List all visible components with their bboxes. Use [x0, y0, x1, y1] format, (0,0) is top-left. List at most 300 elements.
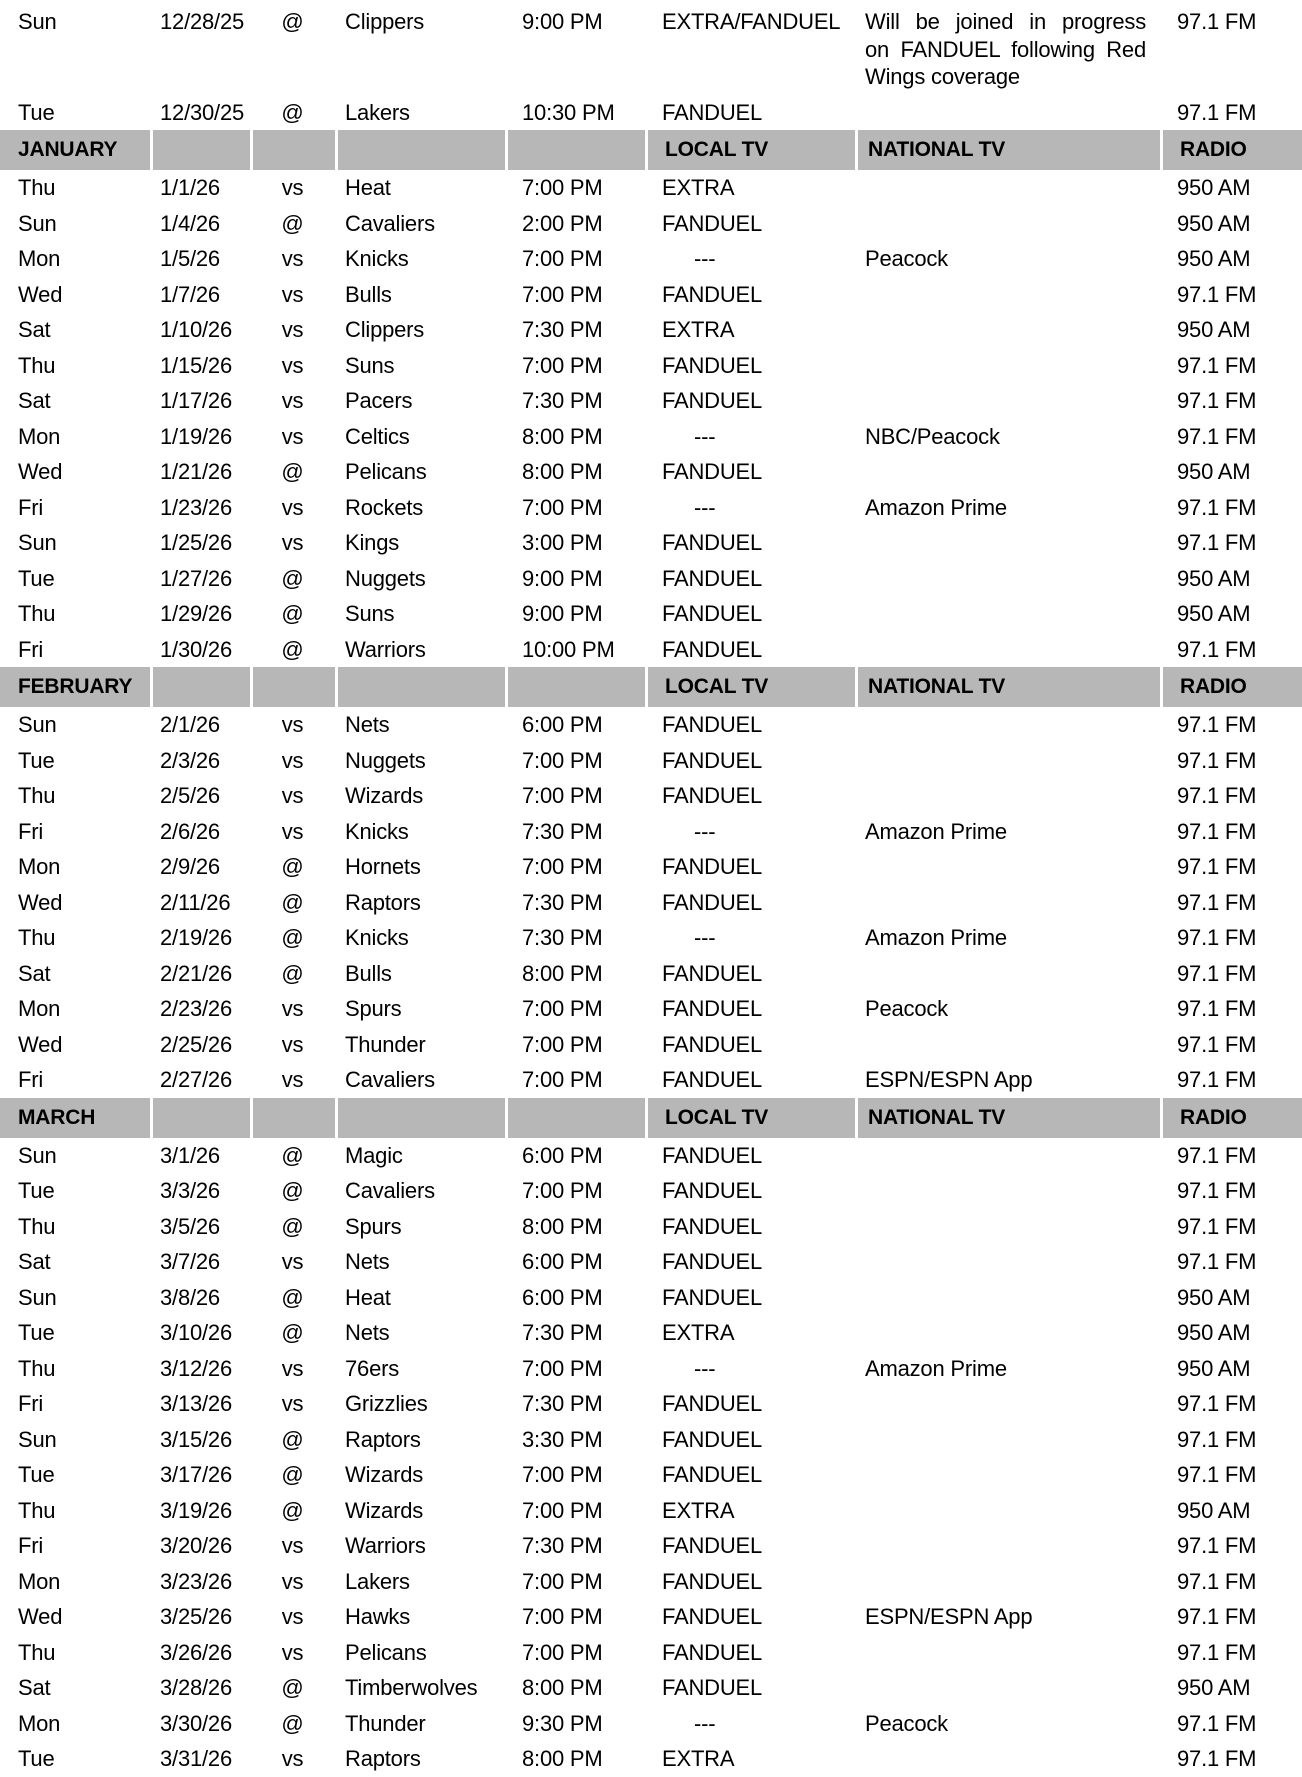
local-tv-value: FANDUEL — [662, 565, 763, 591]
game-row — [0, 419, 1302, 455]
home-away-indicator: @ — [281, 99, 304, 125]
radio-value: 97.1 FM — [1177, 352, 1257, 378]
game-date: 1/17/26 — [160, 388, 233, 413]
radio-value: 97.1 FM — [1177, 1213, 1257, 1239]
band-spacer-opponent — [335, 1098, 505, 1138]
game-row — [0, 348, 1302, 384]
local-tv-value: FANDUEL — [662, 783, 763, 808]
radio-value: 950 AM — [1177, 210, 1251, 236]
home-away-indicator: vs — [281, 1249, 304, 1274]
game-row — [0, 3, 1302, 95]
local-tv-value: FANDUEL — [662, 281, 763, 307]
game-day: Sat — [18, 960, 51, 986]
opponent-name: Spurs — [345, 996, 402, 1021]
game-day: Sat — [18, 1249, 51, 1274]
game-date: 3/8/26 — [160, 1284, 220, 1310]
game-day: Thu — [18, 175, 56, 200]
game-time: 8:00 PM — [522, 1675, 603, 1700]
local-tv-value: FANDUEL — [662, 1031, 763, 1057]
game-day: Tue — [18, 1746, 55, 1771]
local-tv-value: FANDUEL — [662, 388, 763, 413]
game-date: 3/3/26 — [160, 1178, 220, 1203]
opponent-name: Knicks — [345, 818, 409, 844]
home-away-indicator: vs — [281, 1391, 304, 1416]
radio-header: RADIO — [1160, 130, 1302, 170]
home-away-indicator: vs — [281, 423, 304, 449]
home-away-indicator: @ — [281, 1178, 304, 1203]
band-spacer-homeaway — [250, 130, 335, 170]
game-date: 2/5/26 — [160, 783, 220, 808]
home-away-indicator: vs — [281, 388, 304, 413]
local-tv-value: FANDUEL — [662, 1462, 763, 1487]
game-time: 7:00 PM — [522, 1639, 603, 1665]
local-tv-value: FANDUEL — [662, 1391, 763, 1416]
game-time: 3:00 PM — [522, 530, 603, 555]
game-row — [0, 885, 1302, 921]
opponent-name: Heat — [345, 175, 391, 200]
local-tv-value: FANDUEL — [662, 1604, 763, 1629]
local-tv-value: FANDUEL — [662, 99, 763, 125]
home-away-indicator: vs — [281, 712, 304, 737]
home-away-indicator: @ — [281, 1320, 304, 1345]
game-row — [0, 743, 1302, 779]
game-day: Mon — [18, 1568, 61, 1594]
opponent-name: Pacers — [345, 388, 413, 413]
month-band — [0, 1098, 1302, 1138]
radio-value: 97.1 FM — [1177, 1639, 1257, 1665]
opponent-name: Clippers — [345, 9, 425, 34]
home-away-indicator: vs — [281, 1355, 304, 1381]
note-line: Will be joined in progress — [865, 9, 1146, 34]
home-away-indicator: @ — [281, 1462, 304, 1487]
game-date: 1/30/26 — [160, 636, 233, 662]
radio-value: 950 AM — [1177, 459, 1251, 484]
radio-value: 950 AM — [1177, 1320, 1251, 1345]
game-time: 7:00 PM — [522, 1031, 603, 1057]
opponent-name: Grizzlies — [345, 1391, 428, 1416]
radio-value: 97.1 FM — [1177, 1178, 1257, 1203]
local-tv-value: FANDUEL — [662, 889, 763, 915]
radio-value: 97.1 FM — [1177, 636, 1257, 662]
game-day: Tue — [18, 1320, 55, 1345]
local-tv-value: EXTRA — [662, 1746, 735, 1771]
game-day: Tue — [18, 99, 55, 125]
game-time: 7:00 PM — [522, 854, 603, 879]
home-away-indicator: vs — [281, 175, 304, 200]
opponent-name: Nuggets — [345, 565, 426, 591]
local-tv-header: LOCAL TV — [645, 1098, 855, 1138]
home-away-indicator: @ — [281, 1710, 304, 1736]
game-day: Sun — [18, 210, 57, 236]
game-time: 2:00 PM — [522, 210, 603, 236]
game-time: 10:00 PM — [522, 636, 615, 662]
radio-value: 97.1 FM — [1177, 99, 1257, 125]
game-date: 1/21/26 — [160, 459, 233, 484]
radio-value: 97.1 FM — [1177, 530, 1257, 555]
month-label: FEBRUARY — [0, 667, 150, 707]
national-tv-value: Amazon Prime — [865, 925, 1007, 950]
game-time: 8:00 PM — [522, 1213, 603, 1239]
home-away-indicator: @ — [281, 1675, 304, 1700]
radio-value: 97.1 FM — [1177, 1142, 1257, 1168]
game-time: 7:00 PM — [522, 494, 603, 520]
game-time: 7:00 PM — [522, 281, 603, 307]
radio-value: 97.1 FM — [1177, 1746, 1257, 1771]
game-row — [0, 1741, 1302, 1777]
home-away-indicator: vs — [281, 783, 304, 808]
radio-value: 97.1 FM — [1177, 281, 1257, 307]
game-date: 2/6/26 — [160, 818, 220, 844]
local-tv-value: FANDUEL — [662, 601, 763, 626]
local-tv-value: EXTRA/FANDUEL — [662, 9, 841, 34]
national-tv-value: NBC/Peacock — [865, 423, 1000, 449]
opponent-name: Cavaliers — [345, 1067, 435, 1092]
game-row — [0, 454, 1302, 490]
opponent-name: Cavaliers — [345, 210, 435, 236]
game-row — [0, 1209, 1302, 1245]
game-row — [0, 490, 1302, 526]
local-tv-value: FANDUEL — [662, 1178, 763, 1203]
home-away-indicator: vs — [281, 818, 304, 844]
game-row — [0, 1599, 1302, 1635]
game-day: Sun — [18, 712, 57, 737]
game-date: 3/31/26 — [160, 1746, 233, 1771]
game-time: 6:00 PM — [522, 712, 603, 737]
game-day: Tue — [18, 1462, 55, 1487]
game-date: 3/28/26 — [160, 1675, 233, 1700]
month-band — [0, 130, 1302, 170]
radio-value: 97.1 FM — [1177, 1067, 1257, 1092]
home-away-indicator: @ — [281, 636, 304, 662]
local-tv-value: EXTRA — [662, 1497, 735, 1523]
band-spacer-date — [150, 1098, 250, 1138]
game-date: 1/15/26 — [160, 352, 233, 378]
local-tv-value: FANDUEL — [662, 996, 763, 1021]
game-row — [0, 920, 1302, 956]
game-time: 10:30 PM — [522, 99, 615, 125]
opponent-name: Nets — [345, 1249, 390, 1274]
game-time: 7:00 PM — [522, 175, 603, 200]
game-row — [0, 1315, 1302, 1351]
game-time: 7:00 PM — [522, 996, 603, 1021]
game-day: Wed — [18, 889, 63, 915]
game-row — [0, 956, 1302, 992]
home-away-indicator: vs — [281, 1746, 304, 1771]
home-away-indicator: @ — [281, 925, 304, 950]
radio-value: 97.1 FM — [1177, 818, 1257, 844]
opponent-name: Warriors — [345, 636, 426, 662]
game-date: 3/7/26 — [160, 1249, 220, 1274]
opponent-name: Lakers — [345, 99, 410, 125]
radio-value: 97.1 FM — [1177, 1249, 1257, 1274]
home-away-indicator: vs — [281, 1067, 304, 1092]
game-date: 1/27/26 — [160, 565, 233, 591]
national-tv-value: ESPN/ESPN App — [865, 1604, 1033, 1629]
local-tv-header: LOCAL TV — [645, 130, 855, 170]
radio-value: 950 AM — [1177, 1355, 1251, 1381]
game-row — [0, 206, 1302, 242]
opponent-name: Bulls — [345, 281, 392, 307]
opponent-name: Raptors — [345, 1746, 421, 1771]
opponent-name: Kings — [345, 530, 400, 555]
home-away-indicator: @ — [281, 960, 304, 986]
radio-value: 97.1 FM — [1177, 960, 1257, 986]
game-row — [0, 1493, 1302, 1529]
game-day: Mon — [18, 246, 61, 271]
home-away-indicator: @ — [281, 459, 304, 484]
opponent-name: Lakers — [345, 1568, 410, 1594]
opponent-name: Heat — [345, 1284, 391, 1310]
radio-value: 97.1 FM — [1177, 1604, 1257, 1629]
home-away-indicator: @ — [281, 854, 304, 879]
game-time: 7:00 PM — [522, 1604, 603, 1629]
game-date: 1/1/26 — [160, 175, 220, 200]
game-day: Wed — [18, 1604, 63, 1629]
opponent-name: Nets — [345, 712, 390, 737]
band-spacer-date — [150, 130, 250, 170]
opponent-name: Hornets — [345, 854, 421, 879]
home-away-indicator: vs — [281, 996, 304, 1021]
game-date: 3/10/26 — [160, 1320, 233, 1345]
local-tv-value: --- — [694, 246, 716, 271]
month-label: MARCH — [0, 1098, 150, 1138]
game-day: Sun — [18, 530, 57, 555]
game-row — [0, 778, 1302, 814]
band-spacer-opponent — [335, 130, 505, 170]
game-day: Sat — [18, 317, 51, 342]
game-date: 3/30/26 — [160, 1710, 233, 1736]
local-tv-value: --- — [694, 1710, 716, 1736]
radio-value: 950 AM — [1177, 246, 1251, 271]
opponent-name: Celtics — [345, 423, 410, 449]
game-time: 8:00 PM — [522, 459, 603, 484]
home-away-indicator: @ — [281, 1284, 304, 1310]
local-tv-value: FANDUEL — [662, 1568, 763, 1594]
band-spacer-time — [505, 130, 645, 170]
local-tv-value: FANDUEL — [662, 854, 763, 879]
opponent-name: Suns — [345, 601, 395, 626]
radio-value: 97.1 FM — [1177, 889, 1257, 915]
game-time: 7:30 PM — [522, 317, 603, 342]
local-tv-value: FANDUEL — [662, 1426, 763, 1452]
national-tv-value: ESPN/ESPN App — [865, 1067, 1033, 1092]
game-time: 9:00 PM — [522, 9, 603, 34]
opponent-name: Timberwolves — [345, 1675, 478, 1700]
opponent-name: Pelicans — [345, 459, 427, 484]
home-away-indicator: vs — [281, 1604, 304, 1629]
game-time: 7:00 PM — [522, 1568, 603, 1594]
game-day: Sun — [18, 1426, 57, 1452]
game-day: Sun — [18, 1142, 57, 1168]
home-away-indicator: @ — [281, 9, 304, 34]
local-tv-value: FANDUEL — [662, 352, 763, 378]
game-time: 8:00 PM — [522, 960, 603, 986]
game-time: 8:00 PM — [522, 1746, 603, 1771]
game-row — [0, 525, 1302, 561]
game-date: 3/19/26 — [160, 1497, 233, 1523]
national-tv-value: Amazon Prime — [865, 494, 1007, 520]
game-day: Thu — [18, 1213, 56, 1239]
band-spacer-time — [505, 667, 645, 707]
radio-value: 97.1 FM — [1177, 1568, 1257, 1594]
game-day: Wed — [18, 1031, 63, 1057]
note-line: Wings coverage — [865, 64, 1020, 89]
game-row — [0, 1173, 1302, 1209]
game-time: 3:30 PM — [522, 1426, 603, 1452]
game-row — [0, 596, 1302, 632]
game-date: 3/1/26 — [160, 1142, 220, 1168]
game-date: 3/26/26 — [160, 1639, 233, 1665]
opponent-name: Knicks — [345, 925, 409, 950]
game-time: 7:30 PM — [522, 925, 603, 950]
game-day: Sat — [18, 1675, 51, 1700]
game-time: 7:00 PM — [522, 1067, 603, 1092]
game-row — [0, 1457, 1302, 1493]
local-tv-value: --- — [694, 494, 716, 520]
local-tv-value: FANDUEL — [662, 1639, 763, 1665]
home-away-indicator: vs — [281, 494, 304, 520]
game-day: Wed — [18, 459, 63, 484]
band-spacer-homeaway — [250, 1098, 335, 1138]
local-tv-value: FANDUEL — [662, 1533, 763, 1558]
game-row — [0, 1564, 1302, 1600]
local-tv-value: FANDUEL — [662, 747, 763, 773]
radio-value: 97.1 FM — [1177, 925, 1257, 950]
local-tv-value: --- — [694, 818, 716, 844]
game-time: 9:00 PM — [522, 601, 603, 626]
game-day: Fri — [18, 1533, 44, 1558]
game-time: 7:30 PM — [522, 1391, 603, 1416]
game-day: Thu — [18, 783, 56, 808]
game-row — [0, 632, 1302, 668]
opponent-name: Wizards — [345, 1462, 424, 1487]
radio-value: 97.1 FM — [1177, 712, 1257, 737]
home-away-indicator: vs — [281, 281, 304, 307]
local-tv-value: FANDUEL — [662, 1142, 763, 1168]
radio-value: 97.1 FM — [1177, 1462, 1257, 1487]
game-date: 1/5/26 — [160, 246, 220, 271]
home-away-indicator: @ — [281, 210, 304, 236]
game-day: Thu — [18, 1639, 56, 1665]
game-date: 3/20/26 — [160, 1533, 233, 1558]
national-tv-value: Peacock — [865, 246, 948, 271]
national-tv-value: Peacock — [865, 1710, 948, 1736]
game-row — [0, 1422, 1302, 1458]
game-time: 7:00 PM — [522, 783, 603, 808]
game-day: Fri — [18, 1067, 44, 1092]
game-time: 7:30 PM — [522, 1320, 603, 1345]
national-tv-value: Amazon Prime — [865, 1355, 1007, 1381]
game-date: 3/25/26 — [160, 1604, 233, 1629]
game-day: Thu — [18, 925, 56, 950]
game-day: Fri — [18, 1391, 44, 1416]
game-day: Thu — [18, 352, 56, 378]
home-away-indicator: vs — [281, 530, 304, 555]
radio-value: 950 AM — [1177, 175, 1251, 200]
national-tv-value: Peacock — [865, 996, 948, 1021]
game-date: 1/4/26 — [160, 210, 220, 236]
opponent-name: Spurs — [345, 1213, 402, 1239]
game-date: 2/27/26 — [160, 1067, 233, 1092]
band-spacer-opponent — [335, 667, 505, 707]
game-time: 7:00 PM — [522, 747, 603, 773]
local-tv-value: EXTRA — [662, 317, 735, 342]
game-row — [0, 95, 1302, 131]
game-row — [0, 991, 1302, 1027]
game-date: 2/25/26 — [160, 1031, 233, 1057]
opponent-name: Suns — [345, 352, 395, 378]
opponent-name: Nets — [345, 1320, 390, 1345]
opponent-name: Magic — [345, 1142, 403, 1168]
home-away-indicator: @ — [281, 1426, 304, 1452]
broadcast-note — [855, 3, 1160, 95]
game-day: Wed — [18, 281, 63, 307]
home-away-indicator: vs — [281, 317, 304, 342]
game-date: 3/17/26 — [160, 1462, 233, 1487]
home-away-indicator: @ — [281, 1497, 304, 1523]
month-label: JANUARY — [0, 130, 150, 170]
game-row — [0, 1244, 1302, 1280]
note-line: on FANDUEL following Red — [865, 36, 1146, 62]
radio-value: 97.1 FM — [1177, 1533, 1257, 1558]
game-row — [0, 1027, 1302, 1063]
radio-value: 97.1 FM — [1177, 783, 1257, 808]
opponent-name: Pelicans — [345, 1639, 427, 1665]
game-time: 7:30 PM — [522, 388, 603, 413]
game-row — [0, 383, 1302, 419]
radio-value: 97.1 FM — [1177, 854, 1257, 879]
home-away-indicator: vs — [281, 1568, 304, 1594]
local-tv-value: FANDUEL — [662, 530, 763, 555]
game-day: Mon — [18, 996, 61, 1021]
local-tv-value: FANDUEL — [662, 1284, 763, 1310]
game-date: 3/12/26 — [160, 1355, 233, 1381]
game-date: 1/19/26 — [160, 423, 233, 449]
game-row — [0, 277, 1302, 313]
home-away-indicator: vs — [281, 246, 304, 271]
home-away-indicator: @ — [281, 1213, 304, 1239]
home-away-indicator: vs — [281, 747, 304, 773]
opponent-name: Thunder — [345, 1031, 426, 1057]
game-row — [0, 1635, 1302, 1671]
opponent-name: Hawks — [345, 1604, 411, 1629]
game-row — [0, 241, 1302, 277]
radio-value: 97.1 FM — [1177, 494, 1257, 520]
home-away-indicator: vs — [281, 352, 304, 378]
game-date: 2/11/26 — [160, 889, 231, 915]
game-day: Mon — [18, 423, 61, 449]
radio-value: 950 AM — [1177, 601, 1251, 626]
opponent-name: Bulls — [345, 960, 392, 986]
game-time: 7:00 PM — [522, 1497, 603, 1523]
local-tv-value: EXTRA — [662, 1320, 735, 1345]
radio-value: 950 AM — [1177, 1497, 1251, 1523]
radio-value: 97.1 FM — [1177, 1426, 1257, 1452]
radio-value: 97.1 FM — [1177, 9, 1257, 34]
game-day: Mon — [18, 1710, 61, 1736]
local-tv-value: FANDUEL — [662, 210, 763, 236]
local-tv-value: FANDUEL — [662, 1675, 763, 1700]
radio-value: 97.1 FM — [1177, 996, 1257, 1021]
radio-value: 97.1 FM — [1177, 423, 1257, 449]
game-row — [0, 1138, 1302, 1174]
game-day: Thu — [18, 1497, 56, 1523]
home-away-indicator: @ — [281, 601, 304, 626]
local-tv-value: EXTRA — [662, 175, 735, 200]
game-row — [0, 1351, 1302, 1387]
opponent-name: Warriors — [345, 1533, 426, 1558]
game-day: Sun — [18, 9, 57, 34]
